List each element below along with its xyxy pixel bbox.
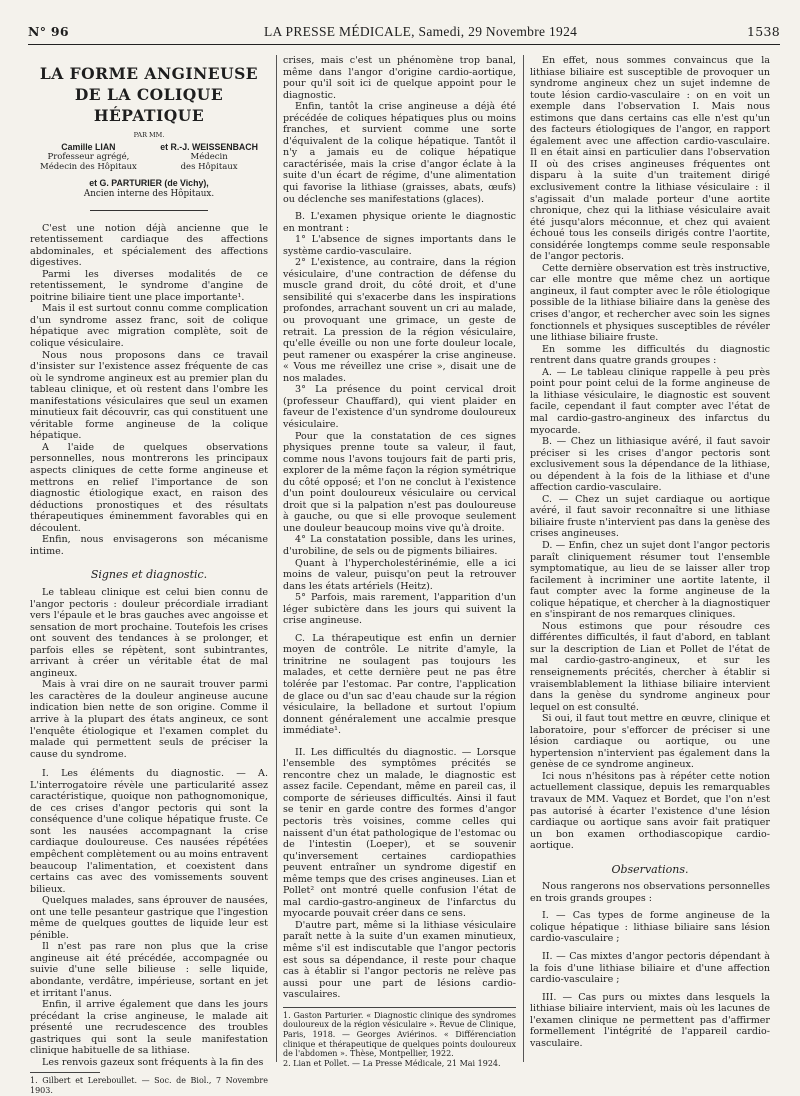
paragraph: 3° La présence du point cervical droit (professeur Chauffard), qui vient plaider en faveur de l'existence d'un syndrome douloureux vésiculaire.: [283, 384, 516, 430]
author-role: Médecin des Hôpitaux: [40, 161, 137, 172]
issue-number: N° 96: [28, 24, 69, 39]
author-role: Médecin: [190, 151, 228, 162]
author-role: Professeur agrégé,: [47, 151, 130, 162]
paragraph: Quant à l'hypercholestérinémie, elle a ici moins de valeur, puisqu'on peut la retrouver dans les états artériels (Heitz).: [283, 557, 516, 592]
paragraph: 5° Parfois, mais rarement, l'apparition d'un léger subictère dans les jours qui suivent la crise angineuse.: [283, 592, 516, 627]
paragraph: Nous rangerons nos observations personnelles en trois grands groupes :: [530, 881, 770, 904]
author-name: R.-J. WEISSENBACH: [170, 141, 258, 152]
paragraph: Le tableau clinique est celui bien connu de l'angor pectoris : douleur précordiale irradiant vers l'épaule et le bras gauches avec angoisse et sensation de mort prochaine. Toutefois les crises ont souvent des tendances à se prolonger, et parfois elles se répètent, sont subintrantes, arrivant à créer un véritable état de mal angineux.: [30, 586, 268, 679]
column-3: [530, 55, 770, 1072]
author-role: Ancien interne des Hôpitaux.: [83, 188, 215, 199]
paragraph: crises, mais c'est un phénomène trop banal, même dans l'angor d'origine cardio-aortique, pour qu'il soit ici de quelque appoint pour le diagnostic.: [283, 55, 516, 101]
byline-par: PAR MM.: [133, 131, 165, 139]
author-role: des Hôpitaux: [180, 161, 238, 172]
column-divider: [276, 55, 277, 1062]
paragraph: I. Les éléments du diagnostic. — A. L'interrogatoire révèle une particularité assez caractéristique, quoique non pathognomonique, de ces crises d'angor pectoris qui sont la conséquence d'une colique hépatique fruste. Ce sont les nausées accompagnant la crise cardiaque douloureuse. Ces nausées répétées empêchent complètement ou au moins entravent beaucoup l'alimentation, et coexistent dans certains cas avec des vomissements souvent bilieux.: [30, 768, 268, 895]
paragraph: Si oui, il faut tout mettre en œuvre, clinique et laboratoire, pour s'efforcer de préciser si une lésion cardiaque ou aortique, ou une hypertension n'intervient pas également dans la genèse de ce syndrome angineux.: [530, 713, 770, 771]
paragraph: 1° L'absence de signes importants dans le système cardio-vasculaire.: [283, 234, 516, 257]
paragraph: Ici nous n'hésitons pas à répéter cette notion actuellement classique, depuis les remarquables travaux de MM. Vaquez et Bordet, que l'on n'est pas autorisé à écarter l'existence d'une lésion cardiaque ou aortique sans avoir fait pratiquer un bon examen orthodiascopique cardio-aortique.: [530, 770, 770, 852]
paragraph: B. L'examen physique oriente le diagnostic en montrant :: [283, 211, 516, 234]
paragraph: 4° La constatation possible, dans les urines, d'urobiline, de sels ou de pigments biliaires.: [283, 534, 516, 557]
author-3: [30, 178, 268, 200]
footnote: 1. Gaston Parturier. « Diagnostic clinique des syndromes douloureux de la région vésiculaire ». Revue de Clinique, Paris, 1918. — Georges Aviérinos. « Différenciation clinique et thérapeutique de quelques points douloureux de l'abdomen ». Thèse, Montpellier, 1922.: [283, 1010, 516, 1059]
section-heading: Signes et diagnostic.: [90, 568, 208, 582]
author-name: Camille LIAN: [61, 141, 116, 152]
paragraph: D. — Enfin, chez un sujet dont l'angor pectoris paraît cliniquement résumer tout l'ensemble symptomatique, au lieu de se laisser aller trop facilement à incriminer une aortite latente, il faut compter avec la forme angineuse de la colique hépatique, et chercher à la diagnostiquer en s'inspirant de nos remarques cliniques.: [530, 539, 770, 621]
author-1: [40, 142, 137, 172]
header-rule: [28, 44, 780, 45]
paragraph: Enfin, nous envisagerons son mécanisme intime.: [30, 534, 268, 557]
paragraph: C. La thérapeutique est enfin un dernier moyen de contrôle. Le nitrite d'amyle, la trinitrine ne soulagent pas toujours les malades, et cette dernière peut ne pas être tolérée par l'estomac. Par contre, l'application de glace ou d'un sac d'eau chaude sur la région vésiculaire, la belladone et surtout l'opium donnent généralement une accalmie presque immédiate¹.: [283, 632, 516, 737]
footnote: 1. Gilbert et Lereboullet. — Soc. de Biol., 7 Novembre 1903.: [30, 1076, 268, 1095]
paragraph: C. — Chez un sujet cardiaque ou aortique avéré, il faut savoir reconnaître si une lithiase biliaire fruste n'intervient pas dans la genèse des crises angineuses.: [530, 493, 770, 540]
author-2: [160, 142, 258, 172]
paragraph: Pour que la constatation de ces signes physiques prenne toute sa valeur, il faut, comme nous l'avons toujours fait de parti pris, explorer de la même façon la région symétrique du côté opposé; et l'on ne conclut à l'existence d'un point douloureux vésiculaire ou cervical droit que si la palpation n'est pas douloureuse à gauche, ou que si elle provoque seulement une douleur beaucoup moins vive qu'à droite.: [283, 430, 516, 534]
running-header: [28, 24, 780, 44]
paragraph: II. — Cas mixtes d'angor pectoris dépendant à la fois d'une lithiase biliaire et d'une affection cardio-vasculaire ;: [530, 951, 770, 986]
paragraph: En somme les difficultés du diagnostic rentrent dans quatre grands groupes :: [530, 343, 770, 367]
paragraph: C'est une notion déjà ancienne que le retentissement cardiaque des affections abdominales, et spécialement des affections digestives.: [30, 222, 268, 269]
title-rule: [90, 210, 208, 211]
footnote: 2. Lian et Pollet. — La Presse Médicale, 21 Mai 1924.: [283, 1058, 501, 1068]
paragraph: B. — Chez un lithiasique avéré, il faut savoir préciser si les crises d'angor pectoris sont exclusivement sous la dépendance de la lithiase, ou dépendent à la fois de la lithiase et d'une affection cardio-vasculaire.: [530, 436, 770, 494]
column-divider: [523, 55, 524, 1062]
authors-block: [30, 142, 268, 172]
title-line: LA FORME ANGINEUSE: [39, 64, 259, 83]
paragraph: II. Les difficultés du diagnostic. — Lorsque l'ensemble des symptômes précités se rencontre chez un malade, le diagnostic est assez facile. Cependant, même en pareil cas, il comporte de sérieuses difficultés. Ainsi il faut se tenir en garde contre des formes d'angor pectoris très voisines, comme celles qui naissent d'un état pathologique de l'estomac ou de l'intestin (Loeper), et se souvenir qu'inversement certaines cardiopathies peuvent entraîner un syndrome digestif en même temps que des crises angineuses. Lian et Pollet² ont montré quelle confusion l'état de mal cardio-gastro-angineux de l'infarctus du myocarde pouvait créer dans ce sens.: [283, 746, 516, 920]
article-title: [30, 63, 268, 126]
column-1: [30, 55, 268, 1095]
paragraph: Parmi les diverses modalités de ce retentissement, le syndrome d'angine de poitrine biliaire tient une place importante¹.: [30, 268, 268, 303]
paragraph: III. — Cas purs ou mixtes dans lesquels la lithiase biliaire intervient, mais où les lacunes de l'examen clinique ne permettent pas d'affirmer formellement l'intégrité de l'appareil cardio-vasculaire.: [530, 991, 770, 1049]
paragraph: 2° L'existence, au contraire, dans la région vésiculaire, d'une contraction de défense du muscle grand droit, du côté droit, et d'une sensibilité qui s'exacerbe dans les inspirations profondes, arrachant souvent un cri au malade, ou provoquant une grimace, un geste de retrait. La pression de la région vésiculaire, qu'elle éveille ou non une forte douleur locale, peut ramener ou exaspérer la crise angineuse. « Vous me réveillez une crise », disait une de nos malades.: [283, 257, 516, 384]
paragraph: Nous nous proposons dans ce travail d'insister sur l'existence assez fréquente de cas où le syndrome angineux est au premier plan du tableau clinique, et où restent dans l'ombre les manifestations vésiculaires que seul un examen minutieux fait découvrir, cas qui constituent une véritable forme angineuse de la colique hépatique.: [30, 349, 268, 442]
paragraph: A. — Le tableau clinique rappelle à peu près point pour point celui de la forme angineuse de la lithiase vésiculaire, le diagnostic est souvent facile, cependant il faut compter avec l'état de mal cardio-gastro-angineux des infarctus du myocarde.: [530, 366, 770, 436]
title-line: DE LA COLIQUE HÉPATIQUE: [74, 85, 224, 125]
paragraph: Enfin, tantôt la crise angineuse a déjà été précédée de coliques hépatiques plus ou moins franches, et survient comme une sorte d'équivalent de la colique hépatique. Tantôt il n'y a jamais eu de colique hépatique caractérisée, mais la crise d'angor éclate à la suite d'un écart de régime, d'une alimentation qui favorise la lithiase (graisses, abats, œufs) ou déclenche ses manifestations (glaces).: [283, 101, 516, 205]
author-name: et G. PARTURIER (de Vichy),: [89, 177, 209, 188]
paragraph: I. — Cas types de forme angineuse de la colique hépatique : lithiase biliaire sans lésion cardio-vasculaire ;: [530, 910, 770, 945]
paragraph: Enfin, il arrive également que dans les jours précédant la crise angineuse, le malade ait présenté une recrudescence des troubles gastriques qui sont la seule manifestation clinique habituelle de sa lithiase.: [30, 999, 268, 1057]
paragraph: Mais il est surtout connu comme complication d'un syndrome assez franc, soit de colique hépatique avec migration complète, soit de colique vésiculaire.: [30, 303, 268, 350]
journal-title: LA PRESSE MÉDICALE, Samedi, 29 Novembre 1924: [264, 24, 578, 39]
paragraph: Les renvois gazeux sont fréquents à la fin des: [42, 1056, 264, 1068]
footnote-rule: [30, 1072, 100, 1073]
paragraph: Mais à vrai dire on ne saurait trouver parmi les caractères de la douleur angineuse aucune indication bien nette de son origine. Comme il arrive à la plupart des états angineux, ce sont l'enquête étiologique et l'examen complet du malade qui permettent seuls de préciser la cause du syndrome.: [30, 679, 268, 760]
paragraph: A l'aide de quelques observations personnelles, nous montrerons les principaux aspects cliniques de cette forme angineuse et mettrons en relief l'importance de son diagnostic étiologique exact, en raison des déductions pronostiques et des résultats thérapeutiques éminemment favorables qui en découlent.: [30, 441, 268, 534]
paragraph: Il n'est pas rare non plus que la crise angineuse ait été précédée, accompagnée ou suivie d'une selle bilieuse : selle liquide, abondante, verdâtre, impérieuse, sortant en jet et irritant l'anus.: [30, 941, 268, 999]
section-heading: Observations.: [611, 862, 689, 876]
paragraph: D'autre part, même si la lithiase vésiculaire paraît nette à la suite d'un examen minutieux, même s'il est indiscutable que l'angor pectoris est sous sa dépendance, il reste pour chaque cas à établir si l'angor pectoris ne relève pas aussi pour une part de lésions cardio-vasculaires.: [283, 919, 516, 1001]
paragraph: Quelques malades, sans éprouver de nausées, ont une telle pesanteur gastrique que l'ingestion même de quelques gouttes de liquide leur est pénible.: [30, 895, 268, 941]
paragraph: Cette dernière observation est très instructive, car elle montre que même chez un aortique angineux, il faut compter avec le rôle étiologique possible de la lithiase biliaire dans la genèse des crises d'angor, et rechercher avec soin les signes fonctionnels et physiques susceptibles de révéler une lithiase biliaire fruste.: [530, 262, 770, 344]
column-2: [283, 55, 516, 1072]
paragraph: En effet, nous sommes convaincus que la lithiase biliaire est susceptible de provoquer un syndrome angineux chez un sujet indemne de toute lésion cardio-vasculaire : on en voit un exemple dans l'observation I. Mais nous estimons que dans certains cas elle n'est qu'un des facteurs étiologiques de l'angor, en rapport également avec une affection cardio-vasculaire. Il en était ainsi en particulier dans l'observation II où des crises angineuses fréquentes ont disparu à la suite d'un traitement dirigé exclusivement contre la lithiase vésiculaire : il s'agissait d'un malade porteur d'une aortite chronique, chez qui la lithiase vésiculaire avait été jusqu'alors méconnue, et chez qui avaient échoué tous les conseils dirigés contre l'aortite, considérée longtemps comme seule responsable de l'angor pectoris.: [530, 55, 770, 263]
paragraph: Nous estimons que pour résoudre ces différentes difficultés, il faut d'abord, en tablant sur la description de Lian et Pollet de l'état de mal cardio-gastro-angineux, et sur les renseignements précités, chercher à établir si vraisemblablement la lithiase biliaire intervient dans la genèse du syndrome angineux pour lequel on est consulté.: [530, 620, 770, 713]
author-connector: et: [160, 141, 169, 152]
page-number: 1538: [746, 24, 780, 39]
footnote-rule: [283, 1007, 516, 1008]
